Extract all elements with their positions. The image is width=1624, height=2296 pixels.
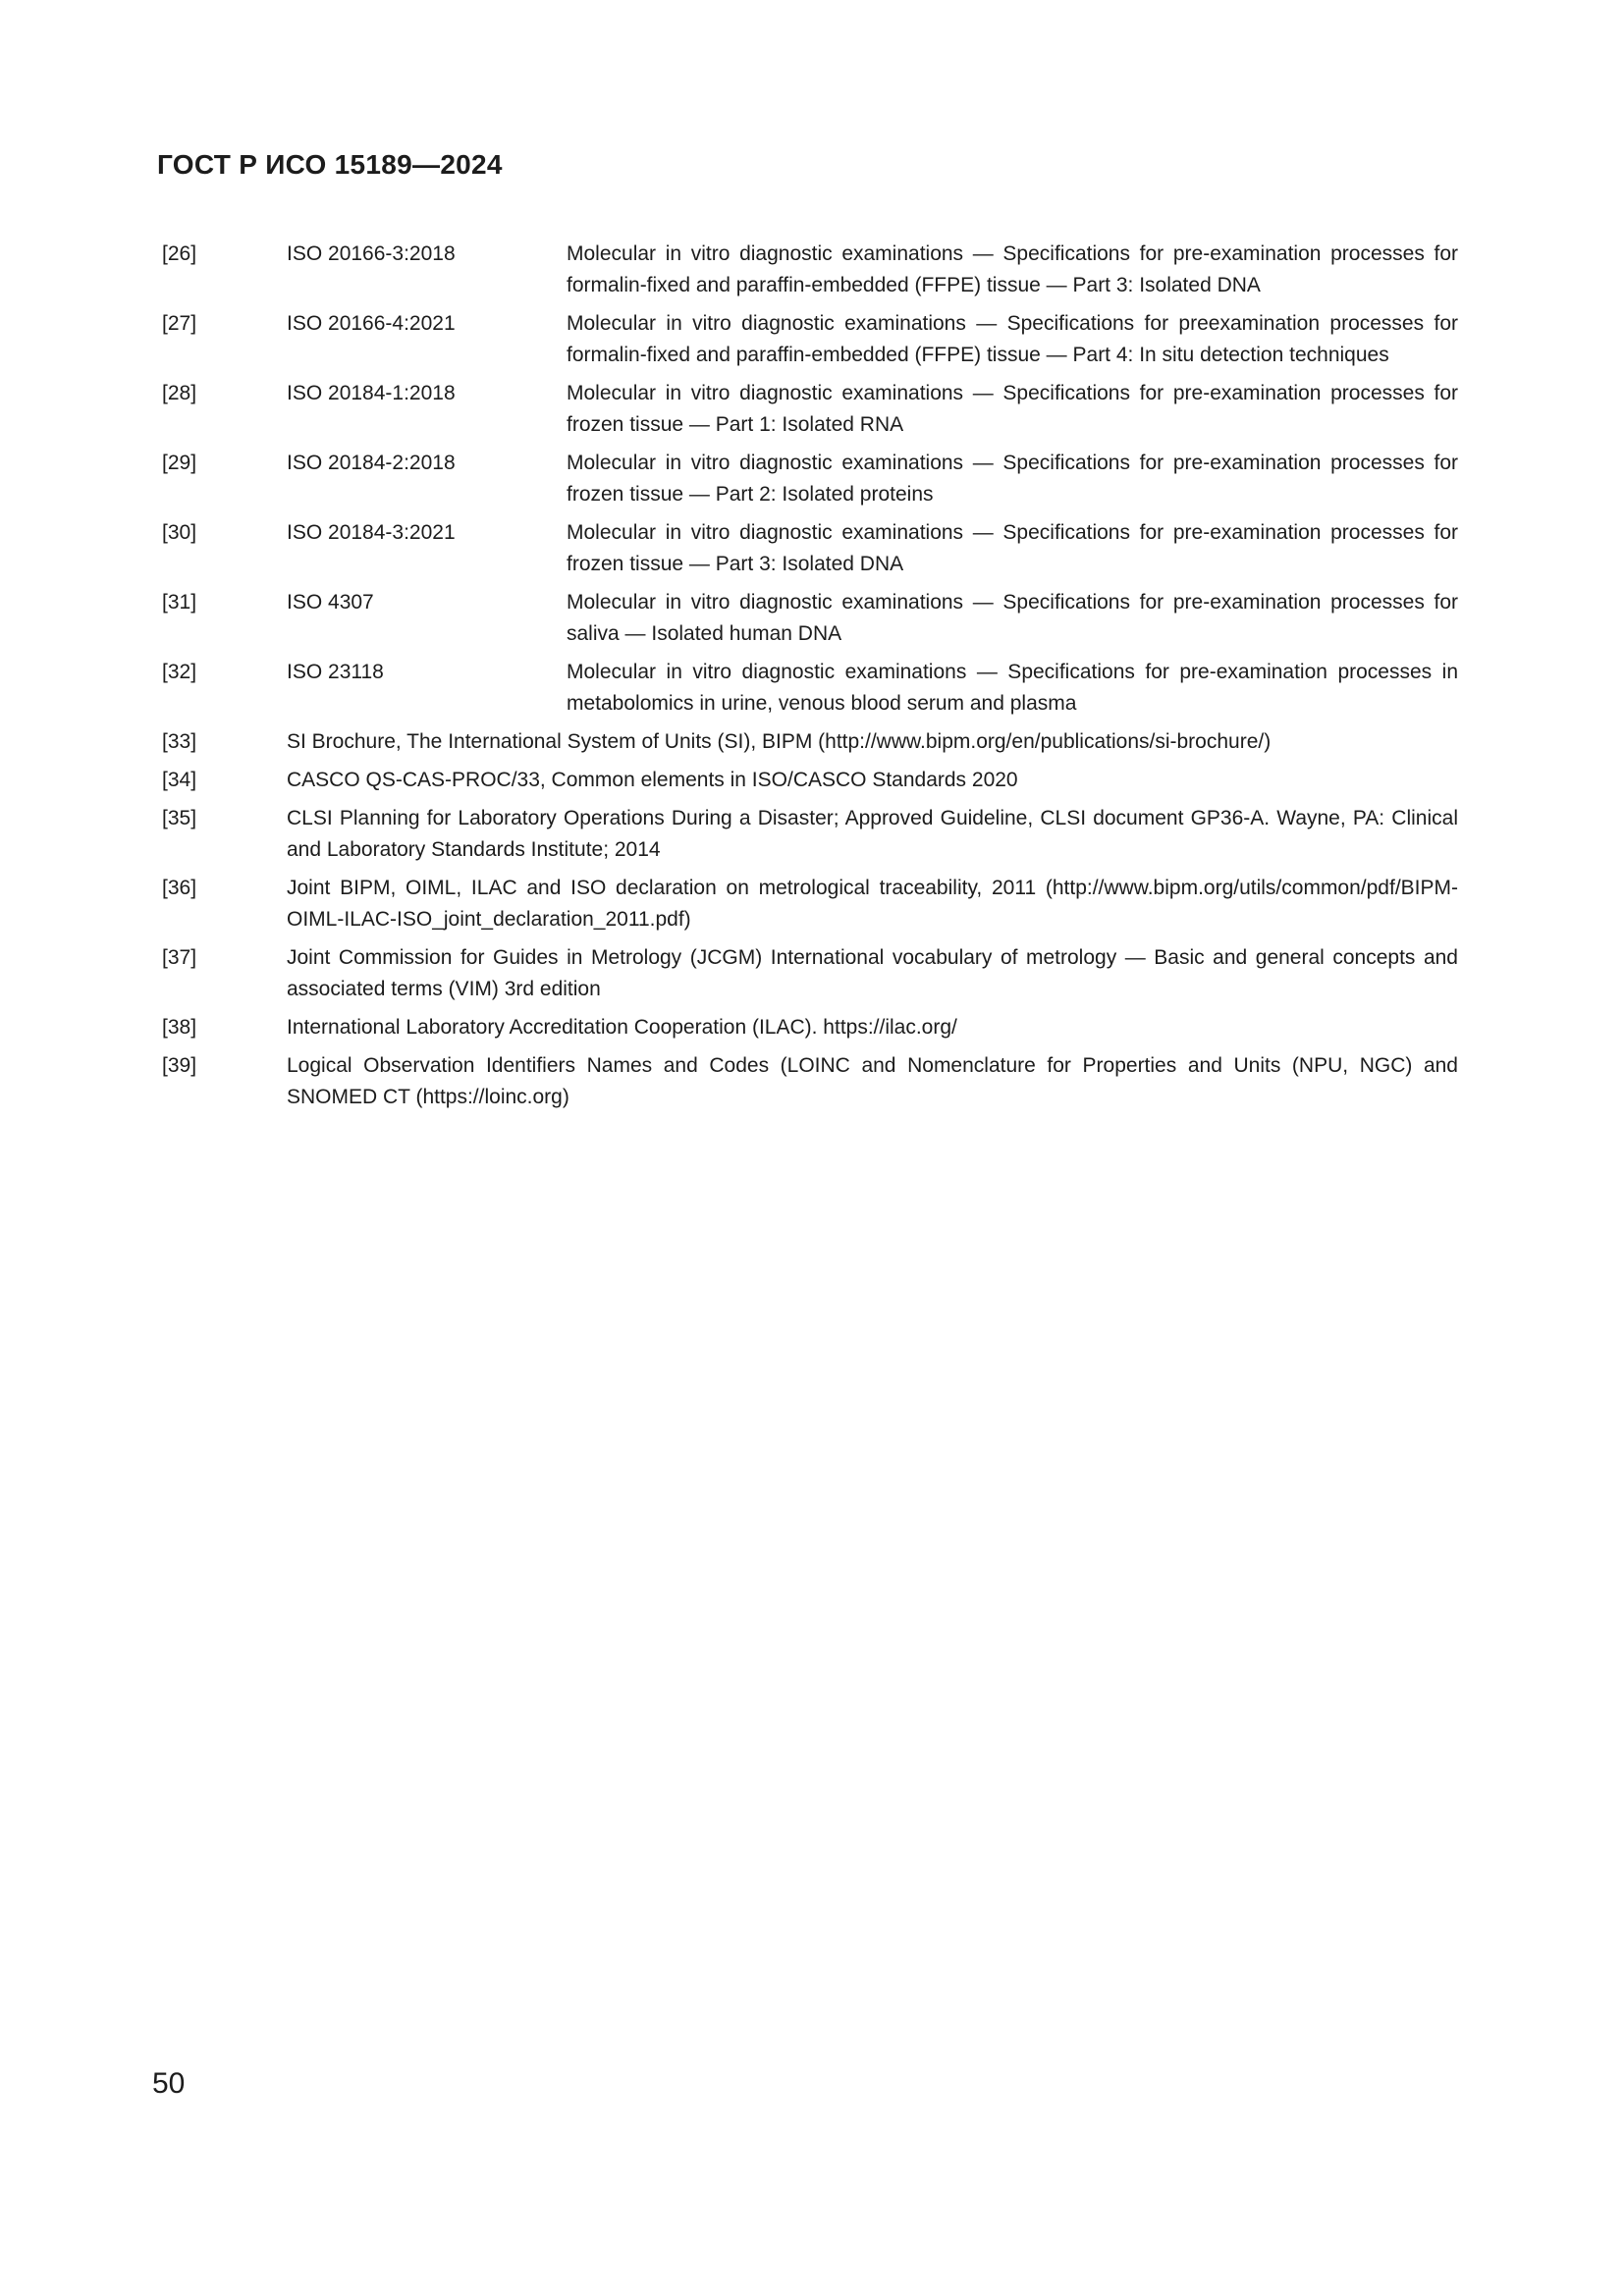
reference-item — [162, 587, 1458, 650]
reference-item — [162, 378, 1458, 441]
reference-number: [33] — [162, 730, 197, 753]
reference-number: [32] — [162, 661, 197, 683]
reference-item — [162, 1050, 1458, 1113]
reference-description: Logical Observation Identifiers Names and Codes (LOINC and Nomenclature for Properties and Units (NPU, NGC) and SNOMED CT (https://loinc.org) — [287, 1054, 1458, 1108]
reference-description: Molecular in vitro diagnostic examinations — Specifications for pre-examination processes in metabolomics in urine, venous blood serum and plasma — [567, 661, 1458, 715]
reference-description: Joint BIPM, OIML, ILAC and ISO declaration on metrological traceability, 2011 (http://www.bipm.org/utils/common/pdf/BIPM-OIML-ILAC-ISO_joint_declaration_2011.pdf) — [287, 877, 1458, 931]
reference-designation: ISO 20184-2:2018 — [287, 452, 456, 474]
reference-number: [38] — [162, 1016, 197, 1039]
reference-number: [28] — [162, 382, 197, 404]
reference-description: Molecular in vitro diagnostic examinations — Specifications for pre-examination processes for frozen tissue — Part 3: Isolated DNA — [567, 521, 1458, 575]
reference-description: Joint Commission for Guides in Metrology (JCGM) International vocabulary of metrology — Basic and general concepts and associated terms (VIM) 3rd edition — [287, 946, 1458, 1000]
reference-item — [162, 1012, 1458, 1043]
reference-number: [35] — [162, 807, 197, 829]
reference-item — [162, 873, 1458, 935]
reference-description: Molecular in vitro diagnostic examinations — Specifications for pre-examination processes for frozen tissue — Part 1: Isolated RNA — [567, 382, 1458, 436]
page-number: 50 — [152, 2067, 186, 2100]
reference-designation: ISO 4307 — [287, 591, 374, 614]
reference-number: [30] — [162, 521, 197, 544]
reference-description: Molecular in vitro diagnostic examinations — Specifications for pre-examination processes for formalin-fixed and paraffin-embedded (FFPE) tissue — Part 3: Isolated DNA — [567, 242, 1458, 296]
document-header-title: ГОСТ Р ИСО 15189—2024 — [157, 149, 503, 180]
reference-item — [162, 448, 1458, 510]
reference-number: [26] — [162, 242, 197, 265]
reference-item — [162, 657, 1458, 720]
reference-item — [162, 726, 1458, 758]
reference-number: [34] — [162, 769, 197, 791]
reference-number: [27] — [162, 312, 197, 335]
reference-item — [162, 308, 1458, 371]
reference-number: [37] — [162, 946, 197, 969]
reference-item — [162, 942, 1458, 1005]
reference-designation: ISO 20166-4:2021 — [287, 312, 456, 335]
reference-designation: ISO 20166-3:2018 — [287, 242, 456, 265]
reference-description: CLSI Planning for Laboratory Operations During a Disaster; Approved Guideline, CLSI document GP36-A. Wayne, PA: Clinical and Laboratory Standards Institute; 2014 — [287, 807, 1458, 861]
reference-number: [31] — [162, 591, 197, 614]
reference-item — [162, 239, 1458, 301]
reference-number: [39] — [162, 1054, 197, 1077]
reference-designation: ISO 20184-3:2021 — [287, 521, 456, 544]
reference-number: [36] — [162, 877, 197, 899]
reference-item — [162, 517, 1458, 580]
references-list — [162, 239, 1458, 1120]
reference-description: Molecular in vitro diagnostic examinations — Specifications for preexamination processes for formalin-fixed and paraffin-embedded (FFPE) tissue — Part 4: In situ detection techniques — [567, 312, 1458, 366]
reference-description: Molecular in vitro diagnostic examinations — Specifications for pre-examination processes for frozen tissue — Part 2: Isolated proteins — [567, 452, 1458, 506]
reference-description: SI Brochure, The International System of Units (SI), BIPM (http://www.bipm.org/en/publications/si-brochure/) — [287, 730, 1272, 753]
reference-description: Molecular in vitro diagnostic examinations — Specifications for pre-examination processes for saliva — Isolated human DNA — [567, 591, 1458, 645]
reference-number: [29] — [162, 452, 197, 474]
reference-item — [162, 765, 1458, 796]
reference-description: International Laboratory Accreditation Cooperation (ILAC). https://ilac.org/ — [287, 1016, 957, 1039]
reference-item — [162, 803, 1458, 866]
reference-designation: ISO 23118 — [287, 661, 384, 683]
reference-designation: ISO 20184-1:2018 — [287, 382, 456, 404]
reference-description: CASCO QS-CAS-PROC/33, Common elements in ISO/CASCO Standards 2020 — [287, 769, 1018, 791]
